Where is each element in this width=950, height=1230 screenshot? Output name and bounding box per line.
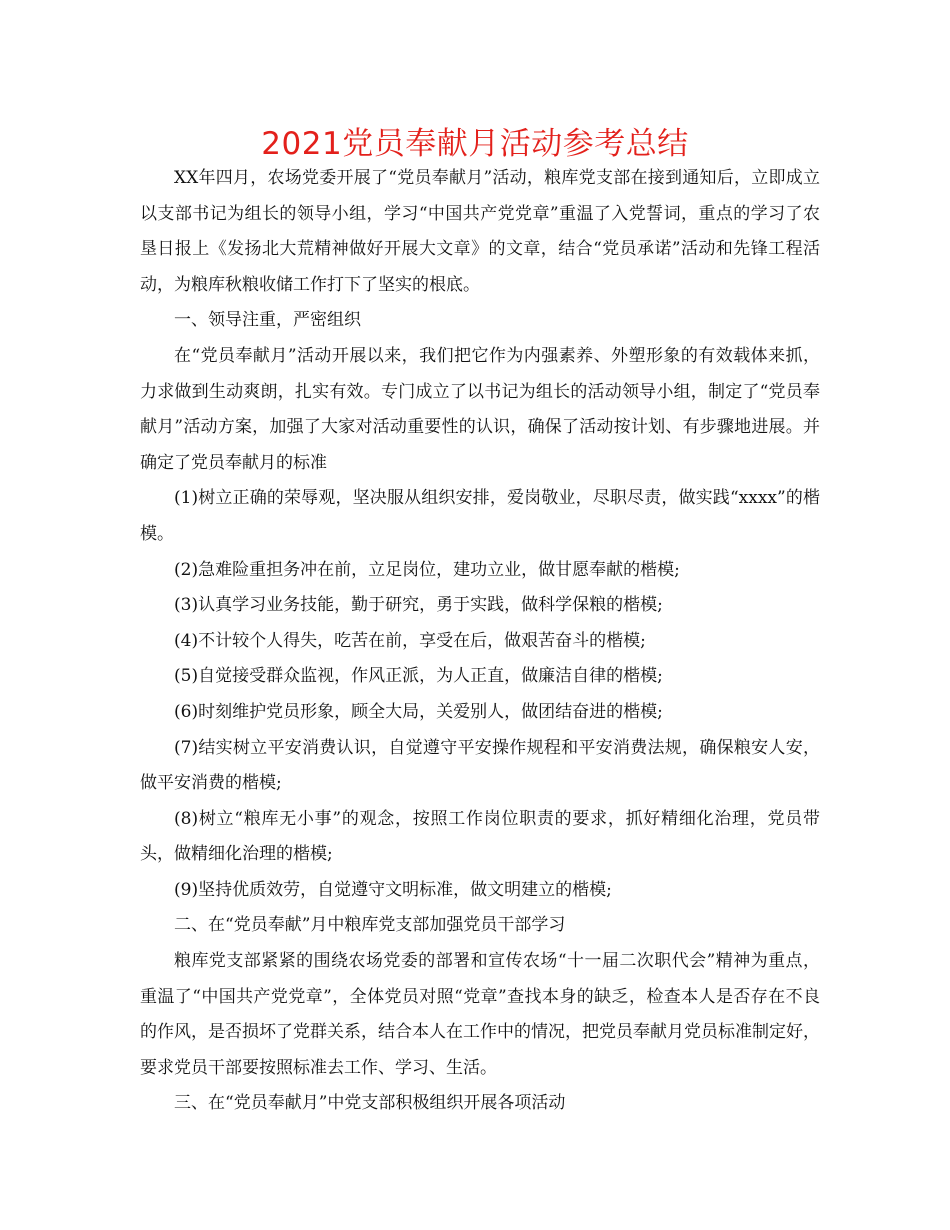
standard-item-2: (2)急难险重担务冲在前，立足岗位，建功立业，做甘愿奉献的楷模; (174, 559, 680, 580)
standard-item-6: (6)时刻维护党员形象，顾全大局，关爱别人，做团结奋进的楷模; (174, 701, 663, 722)
section-heading-1: 一、领导注重，严密组织 (174, 310, 361, 331)
standard-item-8: (8)树立“粮库无小事”的观念，按照工作岗位职责的要求，抓好精细化治理，党员带头，做精细化治理的楷模; (140, 808, 820, 865)
document-body (140, 161, 820, 1122)
section-1-paragraph: 在“党员奉献月”活动开展以来，我们把它作为内强素养、外塑形象的有效载体来抓，力求做到生动爽朗，扎实有效。专门成立了以书记为组长的活动领导小组，制定了“党员奉献月”活动方案，加强了大家对活动重要性的认识，确保了活动按计划、有步骤地进展。并确定了党员奉献月的标准 (140, 345, 820, 473)
standard-item-9: (9)坚持优质效劳，自觉遵守文明标准，做文明建立的楷模; (174, 879, 612, 900)
document-title: 2021党员奉献月活动参考总结 (261, 126, 689, 162)
standard-item-7: (7)结实树立平安消费认识，自觉遵守平安操作规程和平安消费法规，确保粮安人安，做平安消费的楷模; (140, 737, 820, 794)
standard-item-5: (5)自觉接受群众监视，作风正派，为人正直，做廉洁自律的楷模; (174, 666, 663, 687)
section-heading-2: 二、在“党员奉献”月中粮库党支部加强党员干部学习 (174, 915, 566, 936)
section-2-paragraph: 粮库党支部紧紧的围绕农场党委的部署和宣传农场“十一届二次职代会”精神为重点，重温了“中国共产党党章”，全体党员对照“党章”查找本身的缺乏，检查本人是否存在不良的作风，是否损坏了党群关系，结合本人在工作中的情况，把党员奉献月党员标准制定好，要求党员干部要按照标准去工作、学习、生活。 (140, 951, 820, 1078)
standard-item-1: (1)树立正确的荣辱观，坚决服从组织安排，爱岗敬业，尽职尽责，做实践“xxxx”的楷模。 (140, 488, 820, 544)
intro-paragraph: XX年四月，农场党委开展了“党员奉献月”活动，粮库党支部在接到通知后，立即成立以支部书记为组长的领导小组，学习“中国共产党党章”重温了入党誓词，重点的学习了农垦日报上《发扬北大荒精神做好开展大文章》的文章，结合“党员承诺”活动和先锋工程活动，为粮库秋粮收储工作打下了坚实的根底。 (140, 168, 820, 295)
standard-item-4: (4)不计较个人得失，吃苦在前，享受在后，做艰苦奋斗的楷模; (174, 630, 646, 651)
standard-item-3: (3)认真学习业务技能，勤于研究，勇于实践，做科学保粮的楷模; (174, 595, 663, 616)
section-heading-3: 三、在“党员奉献月”中党支部积极组织开展各项活动 (174, 1093, 566, 1114)
